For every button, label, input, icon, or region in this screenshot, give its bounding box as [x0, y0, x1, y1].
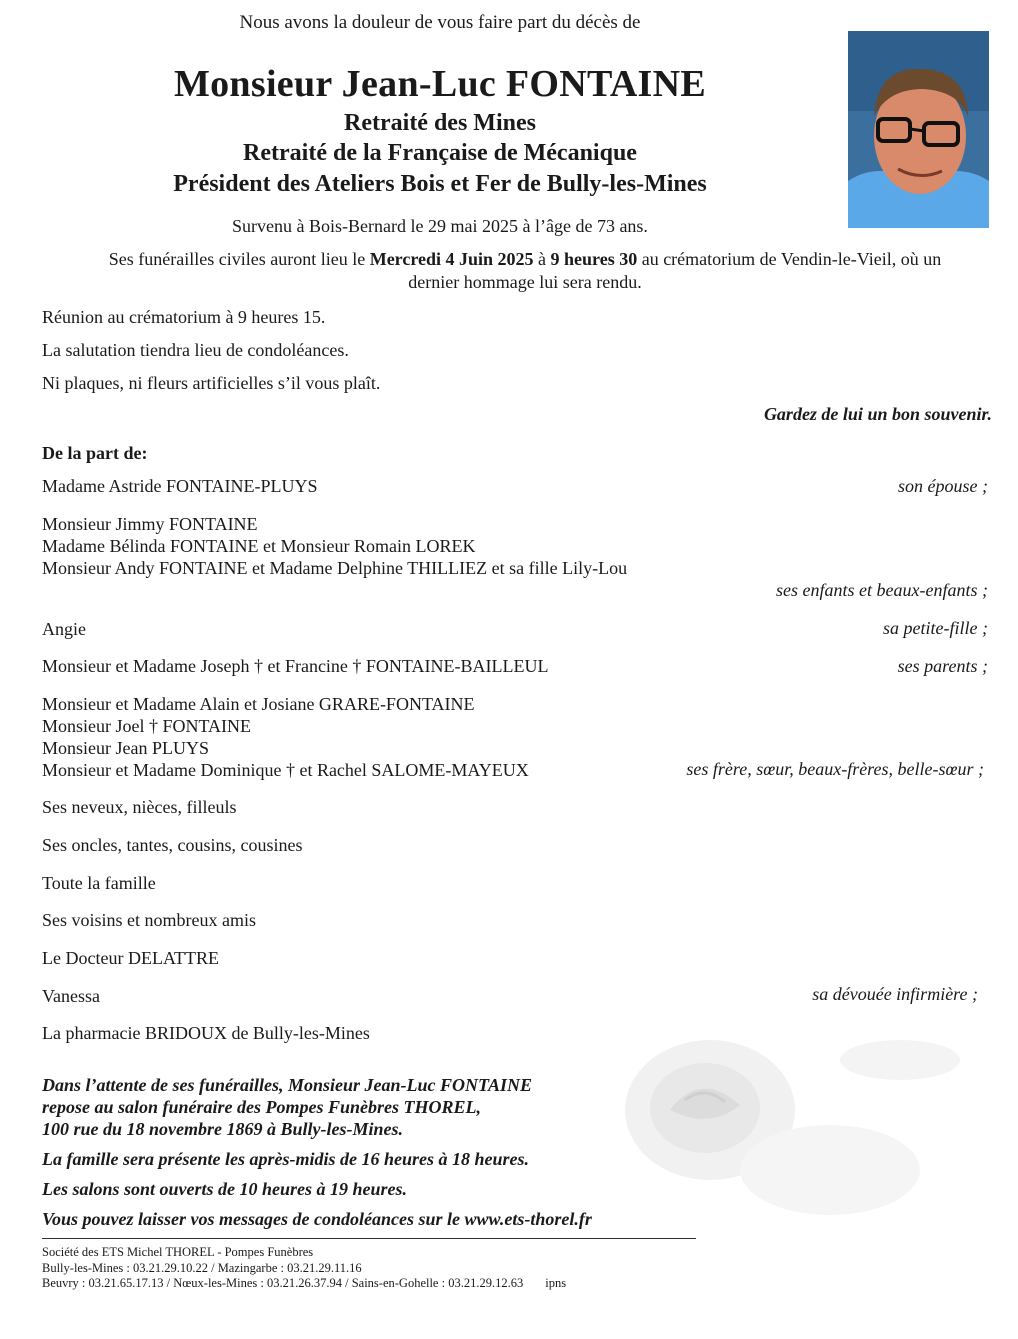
list-item: Monsieur et Madame Alain et Josiane GRARE-FONTAINE: [42, 694, 475, 714]
doctor-name: Le Docteur DELATTRE: [42, 948, 219, 968]
death-info: Survenu à Bois-Bernard le 29 mai 2025 à l’âge de 73 ans.: [232, 216, 648, 236]
title-line-3: Président des Ateliers Bois et Fer de Bully-les-Mines: [173, 171, 707, 197]
other-relatives-1: Ses neveux, nièces, filleuls: [42, 797, 237, 817]
funeral-pre: Ses funérailles civiles auront lieu le: [108, 249, 370, 269]
note-salutation: La salutation tiendra lieu de condoléances.: [42, 340, 349, 360]
repose-line: Dans l’attente de ses funérailles, Monsieur Jean-Luc FONTAINE: [42, 1075, 533, 1095]
parents-relation: ses parents ;: [897, 656, 988, 676]
list-item: Monsieur Jean PLUYS: [42, 738, 209, 758]
list-item: Monsieur et Madame Dominique † et Rachel SALOME-MAYEUX: [42, 760, 529, 780]
title-line-2: Retraité de la Française de Mécanique: [243, 140, 637, 166]
funeral-info: [100, 248, 950, 294]
note-flowers: Ni plaques, ni fleurs artificielles s’il vous plaît.: [42, 373, 381, 393]
list-item: Monsieur Jimmy FONTAINE: [42, 514, 258, 534]
other-relatives-4: Ses voisins et nombreux amis: [42, 910, 256, 930]
other-relatives-2: Ses oncles, tantes, cousins, cousines: [42, 835, 303, 855]
grandchild-name: Angie: [42, 619, 86, 639]
divider: [42, 1238, 696, 1239]
children-list: [42, 513, 627, 579]
list-item: Monsieur Andy FONTAINE et Madame Delphine THILLIEZ et sa fille Lily-Lou: [42, 558, 628, 578]
deceased-name: Monsieur Jean-Luc FONTAINE: [173, 63, 707, 105]
list-item: Madame Bélinda FONTAINE et Monsieur Romain LOREK: [42, 536, 476, 556]
footer-phones-1: Bully-les-Mines : 03.21.29.10.22 / Mazingarbe : 03.21.29.11.16: [42, 1260, 362, 1275]
siblings-relation: ses frère, sœur, beaux-frères, belle-sœur ;: [686, 759, 984, 779]
funeral-mid: à: [533, 249, 551, 269]
footer-tag: ipns: [545, 1276, 567, 1290]
intro-text: Nous avons la douleur de vous faire part du décès de: [239, 12, 641, 33]
title-line-1: Retraité des Mines: [344, 110, 536, 136]
funeral-date: Mercredi 4 Juin 2025: [369, 249, 534, 269]
nurse-relation: sa dévouée infirmière ;: [812, 984, 978, 1004]
footer-company: Société des ETS Michel THOREL - Pompes Funèbres: [42, 1245, 314, 1259]
portrait-photo: [848, 31, 989, 228]
funeral-time: 9 heures 30: [550, 249, 638, 269]
repose-line: repose au salon funéraire des Pompes Funèbres THOREL,: [42, 1097, 482, 1117]
souvenir-text: Gardez de lui un bon souvenir.: [763, 404, 992, 424]
condolences-link[interactable]: Vous pouvez laisser vos messages de condoléances sur le www.ets-thorel.fr: [42, 1209, 592, 1229]
repose-line: 100 rue du 18 novembre 1869 à Bully-les-Mines.: [42, 1119, 404, 1139]
children-relation: ses enfants et beaux-enfants ;: [776, 580, 988, 600]
nurse-name: Vanessa: [42, 986, 100, 1006]
repose-info: [42, 1074, 532, 1140]
rose-watermark: [600, 1020, 980, 1260]
presence-info: La famille sera présente les après-midis de 16 heures à 18 heures.: [42, 1149, 529, 1169]
siblings-list: [42, 693, 529, 781]
footer-phones-2: Beuvry : 03.21.65.17.13 / Nœux-les-Mines : 03.21.26.37.94 / Sains-en-Gohelle : 03.21.29.12.63 ipns: [42, 1276, 567, 1290]
parents-name: Monsieur et Madame Joseph † et Francine † FONTAINE-BAILLEUL: [42, 656, 549, 676]
grandchild-relation: sa petite-fille ;: [883, 618, 988, 638]
note-reunion: Réunion au crématorium à 9 heures 15.: [42, 307, 326, 327]
spouse-name: Madame Astride FONTAINE-PLUYS: [42, 476, 318, 496]
from-label: De la part de:: [42, 443, 148, 463]
hours-info: Les salons sont ouverts de 10 heures à 19 heures.: [42, 1179, 408, 1199]
pharmacy-name: La pharmacie BRIDOUX de Bully-les-Mines: [42, 1023, 370, 1043]
other-relatives-3: Toute la famille: [42, 873, 156, 893]
spouse-relation: son épouse ;: [898, 476, 988, 496]
funeral-post: au crématorium de Vendin-le-Vieil, où un dernier hommage lui sera rendu.: [408, 249, 942, 292]
list-item: Monsieur Joel † FONTAINE: [42, 716, 252, 736]
footer: [42, 1245, 566, 1292]
